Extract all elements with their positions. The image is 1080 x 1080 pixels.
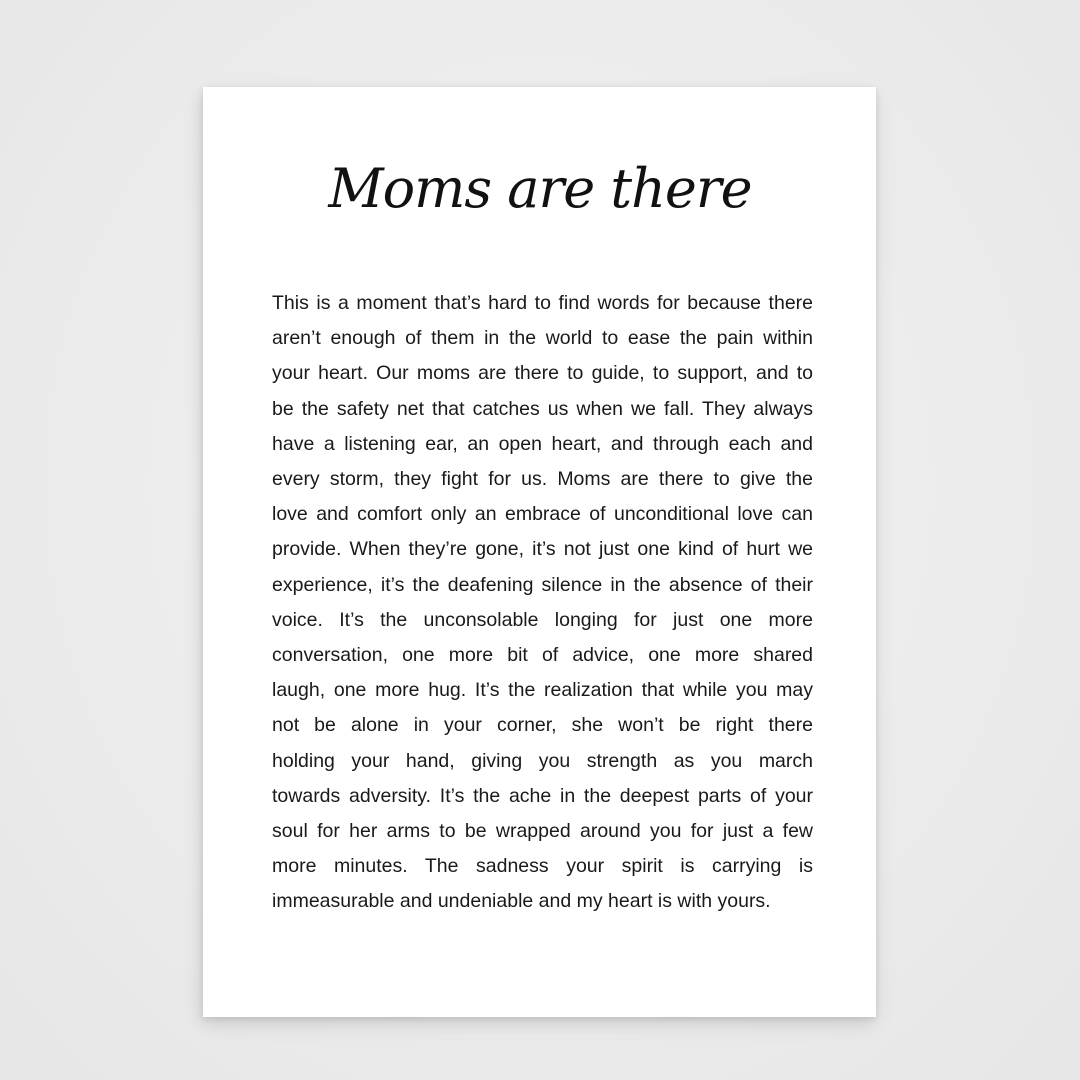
message-line: holding your hand, giving you strength as you march	[272, 749, 813, 772]
message-line: towards adversity. It’s the ache in the deepest parts of your	[272, 784, 813, 807]
message-line: laugh, one more hug. It’s the realization that while you may	[272, 679, 813, 702]
message-line: This is a moment that’s hard to find words for because there	[272, 292, 813, 314]
message-line: immeasurable and undeniable and my heart is with yours.	[272, 890, 771, 913]
message-line: have a listening ear, an open heart, and through each and	[272, 432, 813, 455]
message-line: soul for her arms to be wrapped around you for just a few	[272, 820, 813, 843]
card-title: Moms are there	[328, 157, 752, 220]
message-line: be the safety net that catches us when we fall. They always	[272, 397, 813, 420]
message-line: more minutes. The sadness your spirit is carrying is	[272, 855, 813, 878]
message-line: provide. When they’re gone, it’s not just one kind of hurt we	[272, 538, 813, 561]
message-line: not be alone in your corner, she won’t be right there	[272, 714, 813, 737]
message-line: your heart. Our moms are there to guide, to support, and to	[272, 362, 813, 385]
message-line: aren’t enough of them in the world to ease the pain within	[272, 327, 813, 350]
message-line: experience, it’s the deafening silence in the absence of their	[272, 573, 813, 596]
message-line: every storm, they fight for us. Moms are there to give the	[272, 468, 813, 491]
message-line: love and comfort only an embrace of unconditional love can	[272, 503, 813, 526]
message-line: voice. It’s the unconsolable longing for just one more	[272, 608, 813, 631]
message-line: conversation, one more bit of advice, one more shared	[272, 644, 813, 667]
card-message	[272, 286, 813, 920]
